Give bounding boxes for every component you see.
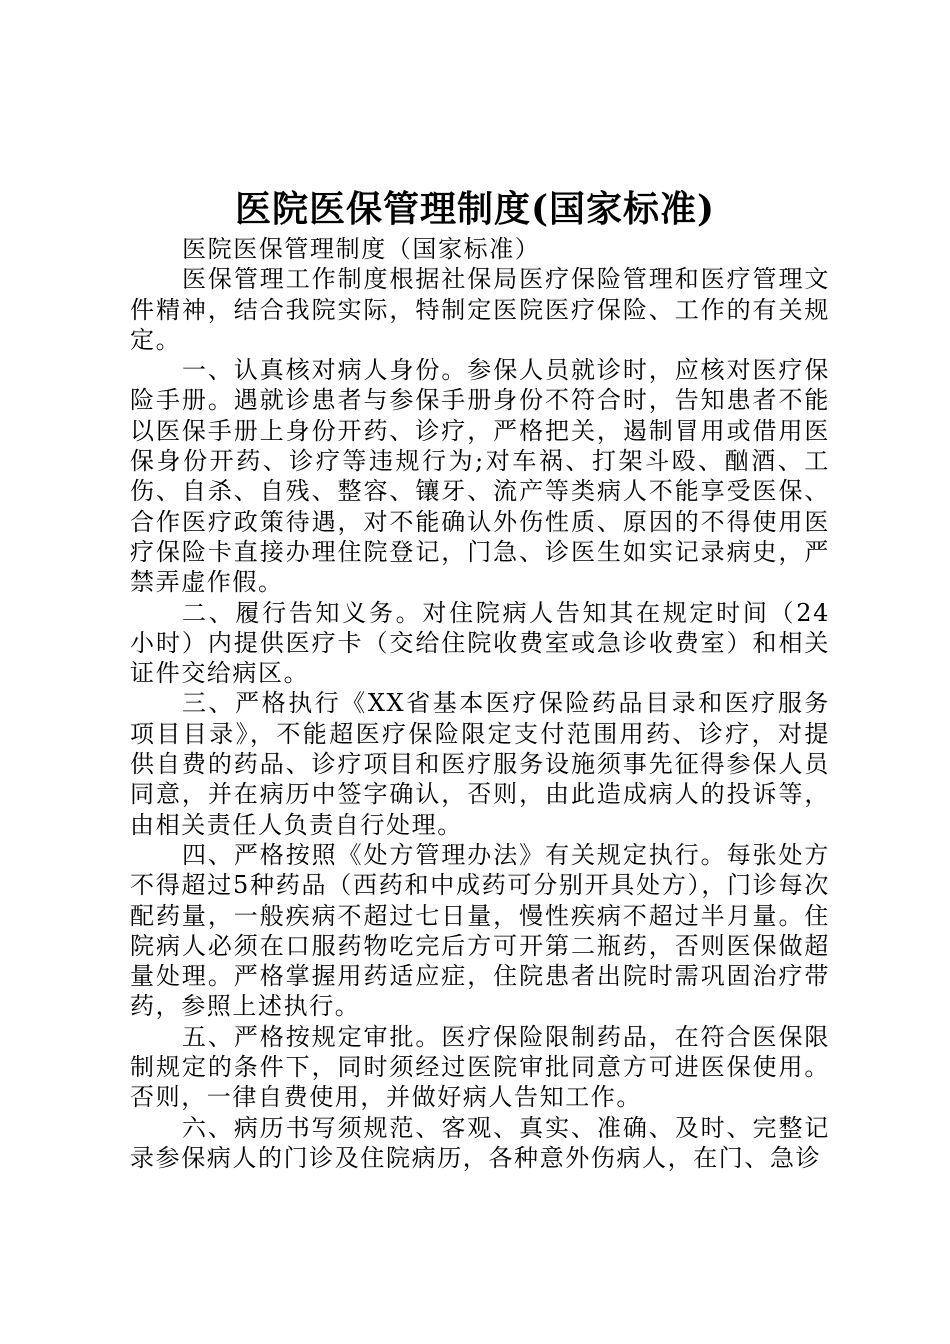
paragraph-item-4: 四、严格按照《处方管理办法》有关规定执行。每张处方不得超过5种药品（西药和中成药可分别开具处方），门诊每次配药量，一般疾病不超过七日量，慢性疾病不超过半月量。住院病人必须在口服药物吃完后方可开第二瓶药，否则医保做超量处理。严格掌握用药适应症，住院患者出院时需巩固治疗带药，参照上述执行。 <box>130 840 830 1021</box>
paragraph-item-2: 二、履行告知义务。对住院病人告知其在规定时间（24小时）内提供医疗卡（交给住院收费室或急诊收费室）和相关证件交给病区。 <box>130 598 830 688</box>
document-body <box>130 234 830 1173</box>
paragraph-intro: 医保管理工作制度根据社保局医疗保险管理和医疗管理文件精神，结合我院实际，特制定医院医疗保险、工作的有关规定。 <box>130 265 830 354</box>
paragraph-item-3: 三、严格执行《XX省基本医疗保险药品目录和医疗服务项目目录》，不能超医疗保险限定支付范围用药、诊疗，对提供自费的药品、诊疗项目和医疗服务设施须事先征得参保人员同意，并在病历中签字确认，否则，由此造成病人的投诉等，由相关责任人负责自行处理。 <box>130 689 830 839</box>
paragraph-subtitle: 医院医保管理制度（国家标准） <box>182 235 541 263</box>
document-title: 医院医保管理制度(国家标准) <box>234 188 716 230</box>
paragraph-item-6: 六、病历书写须规范、客观、真实、准确、及时、完整记录参保病人的门诊及住院病历，各种意外伤病人，在门、急诊 <box>130 1113 830 1172</box>
paragraph-item-5: 五、严格按规定审批。医疗保险限制药品，在符合医保限制规定的条件下，同时须经过医院审批同意方可进医保使用。否则，一律自费使用，并做好病人告知工作。 <box>130 1022 830 1112</box>
paragraph-item-1: 一、认真核对病人身份。参保人员就诊时，应核对医疗保险手册。遇就诊患者与参保手册身份不符合时，告知患者不能以医保手册上身份开药、诊疗，严格把关，遏制冒用或借用医保身份开药、诊疗等违规行为;对车祸、打架斗殴、酗酒、工伤、自杀、自残、整容、镶牙、流产等类病人不能享受医保、合作医疗政策待遇，对不能确认外伤性质、原因的不得使用医疗保险卡直接办理住院登记，门急、诊医生如实记录病史，严禁弄虚作假。 <box>130 356 830 597</box>
